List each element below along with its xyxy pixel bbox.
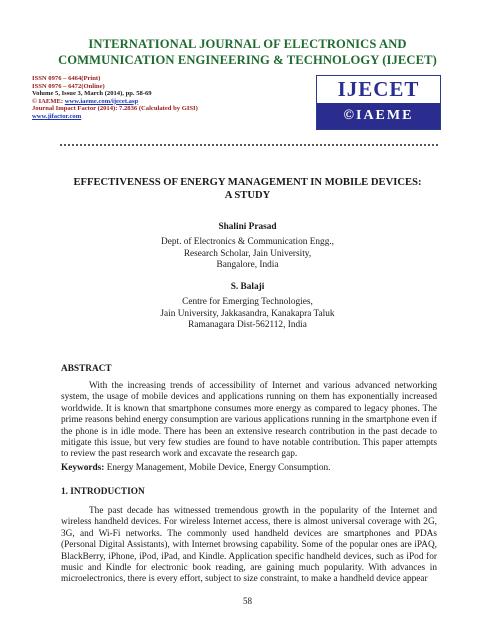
paper-title-line2: A STUDY bbox=[224, 190, 271, 201]
author-affiliation: Ramanagara Dist-562112, India bbox=[188, 320, 307, 331]
journal-logo bbox=[316, 75, 441, 130]
intro-heading: 1. INTRODUCTION bbox=[61, 487, 145, 497]
page-number: 58 bbox=[243, 596, 252, 606]
keywords-text: Energy Management, Mobile Device, Energy Consumption. bbox=[104, 463, 331, 473]
author-name: Shalini Prasad bbox=[218, 222, 277, 232]
issn-print: ISSN 0976 – 6464(Print) bbox=[32, 75, 101, 82]
issn-online: ISSN 0976 – 6472(Online) bbox=[32, 82, 105, 90]
abstract-text: With the increasing trends of accessibility of Internet and various advanced networking system, the usage of mobile devices and applications running on them has exponentially increased worldwide. It is known that smartphone consumes more energy as compared to legacy phones. The prime reasons behind energy consumption are various applications running in the smartphone even if the phone is in idle mode. There has been an extensive research contribution in the past decade to mitigate this issue, but very few studies are found to have notable contribution. This paper attempts to review the past research work and excavate the research gap. bbox=[61, 381, 437, 460]
author-affiliation: Bangalore, India bbox=[216, 260, 279, 271]
author-affiliation: Centre for Emerging Technologies, bbox=[182, 297, 313, 308]
iaeme-link[interactable]: www.iaeme.com/ijecet.asp bbox=[64, 97, 139, 105]
iaeme-label: © IAEME: bbox=[32, 97, 65, 105]
abstract-heading: ABSTRACT bbox=[61, 364, 112, 374]
impact-factor: Journal Impact Factor (2014): 7.2836 (Calculated by GISI) bbox=[32, 105, 198, 113]
issn-block bbox=[32, 75, 302, 121]
intro-text: The past decade has witnessed tremendous growth in the popularity of the Internet and wireless handheld devices. For wireless Internet access, there is almost universal coverage with 2G, 3G, and Wi-Fi networks. The commonly used handheld devices are smartphones and PDAs (Personal Digital Assistants), with Internet browsing capability. Some of the popular ones are iPAQ, BlackBerry, iPhone, iPod, iPad, and Kindle. Application specific handheld devices, such as iPod for music and Kindle for electronic book reading, are gaining much popularity. With advances in microelectronics, there is every effort, subject to size constraint, to make a handheld device appear bbox=[61, 506, 437, 585]
logo-bottom-text: ©IAEME bbox=[317, 103, 440, 129]
logo-top-text: IJECET bbox=[317, 76, 440, 103]
author-affiliation: Research Scholar, Jain University, bbox=[183, 248, 312, 259]
iaeme-line bbox=[32, 98, 302, 106]
author-affiliation: Jain University, Jakkasandra, Kanakapra Taluk bbox=[160, 308, 335, 319]
author-block-1 bbox=[60, 222, 435, 272]
jifactor-link[interactable]: www.jifactor.com bbox=[32, 112, 82, 120]
keywords bbox=[61, 463, 437, 474]
paper-title bbox=[40, 176, 455, 202]
author-affiliation: Dept. of Electronics & Communication Engg., bbox=[161, 237, 334, 248]
header-divider bbox=[60, 144, 438, 146]
journal-title-line2: COMMUNICATION ENGINEERING & TECHNOLOGY (IJECET) bbox=[58, 53, 437, 67]
journal-title-line1: INTERNATIONAL JOURNAL OF ELECTRONICS AND bbox=[88, 37, 407, 51]
author-block-2 bbox=[60, 282, 435, 332]
journal-title bbox=[30, 36, 465, 68]
keywords-label: Keywords: bbox=[61, 463, 105, 473]
author-name: S. Balaji bbox=[230, 282, 265, 292]
volume-info: Volume 5, Issue 3, March (2014), pp. 58-69 bbox=[32, 90, 152, 98]
paper-title-line1: EFFECTIVENESS OF ENERGY MANAGEMENT IN MOBILE DEVICES: bbox=[73, 177, 422, 188]
